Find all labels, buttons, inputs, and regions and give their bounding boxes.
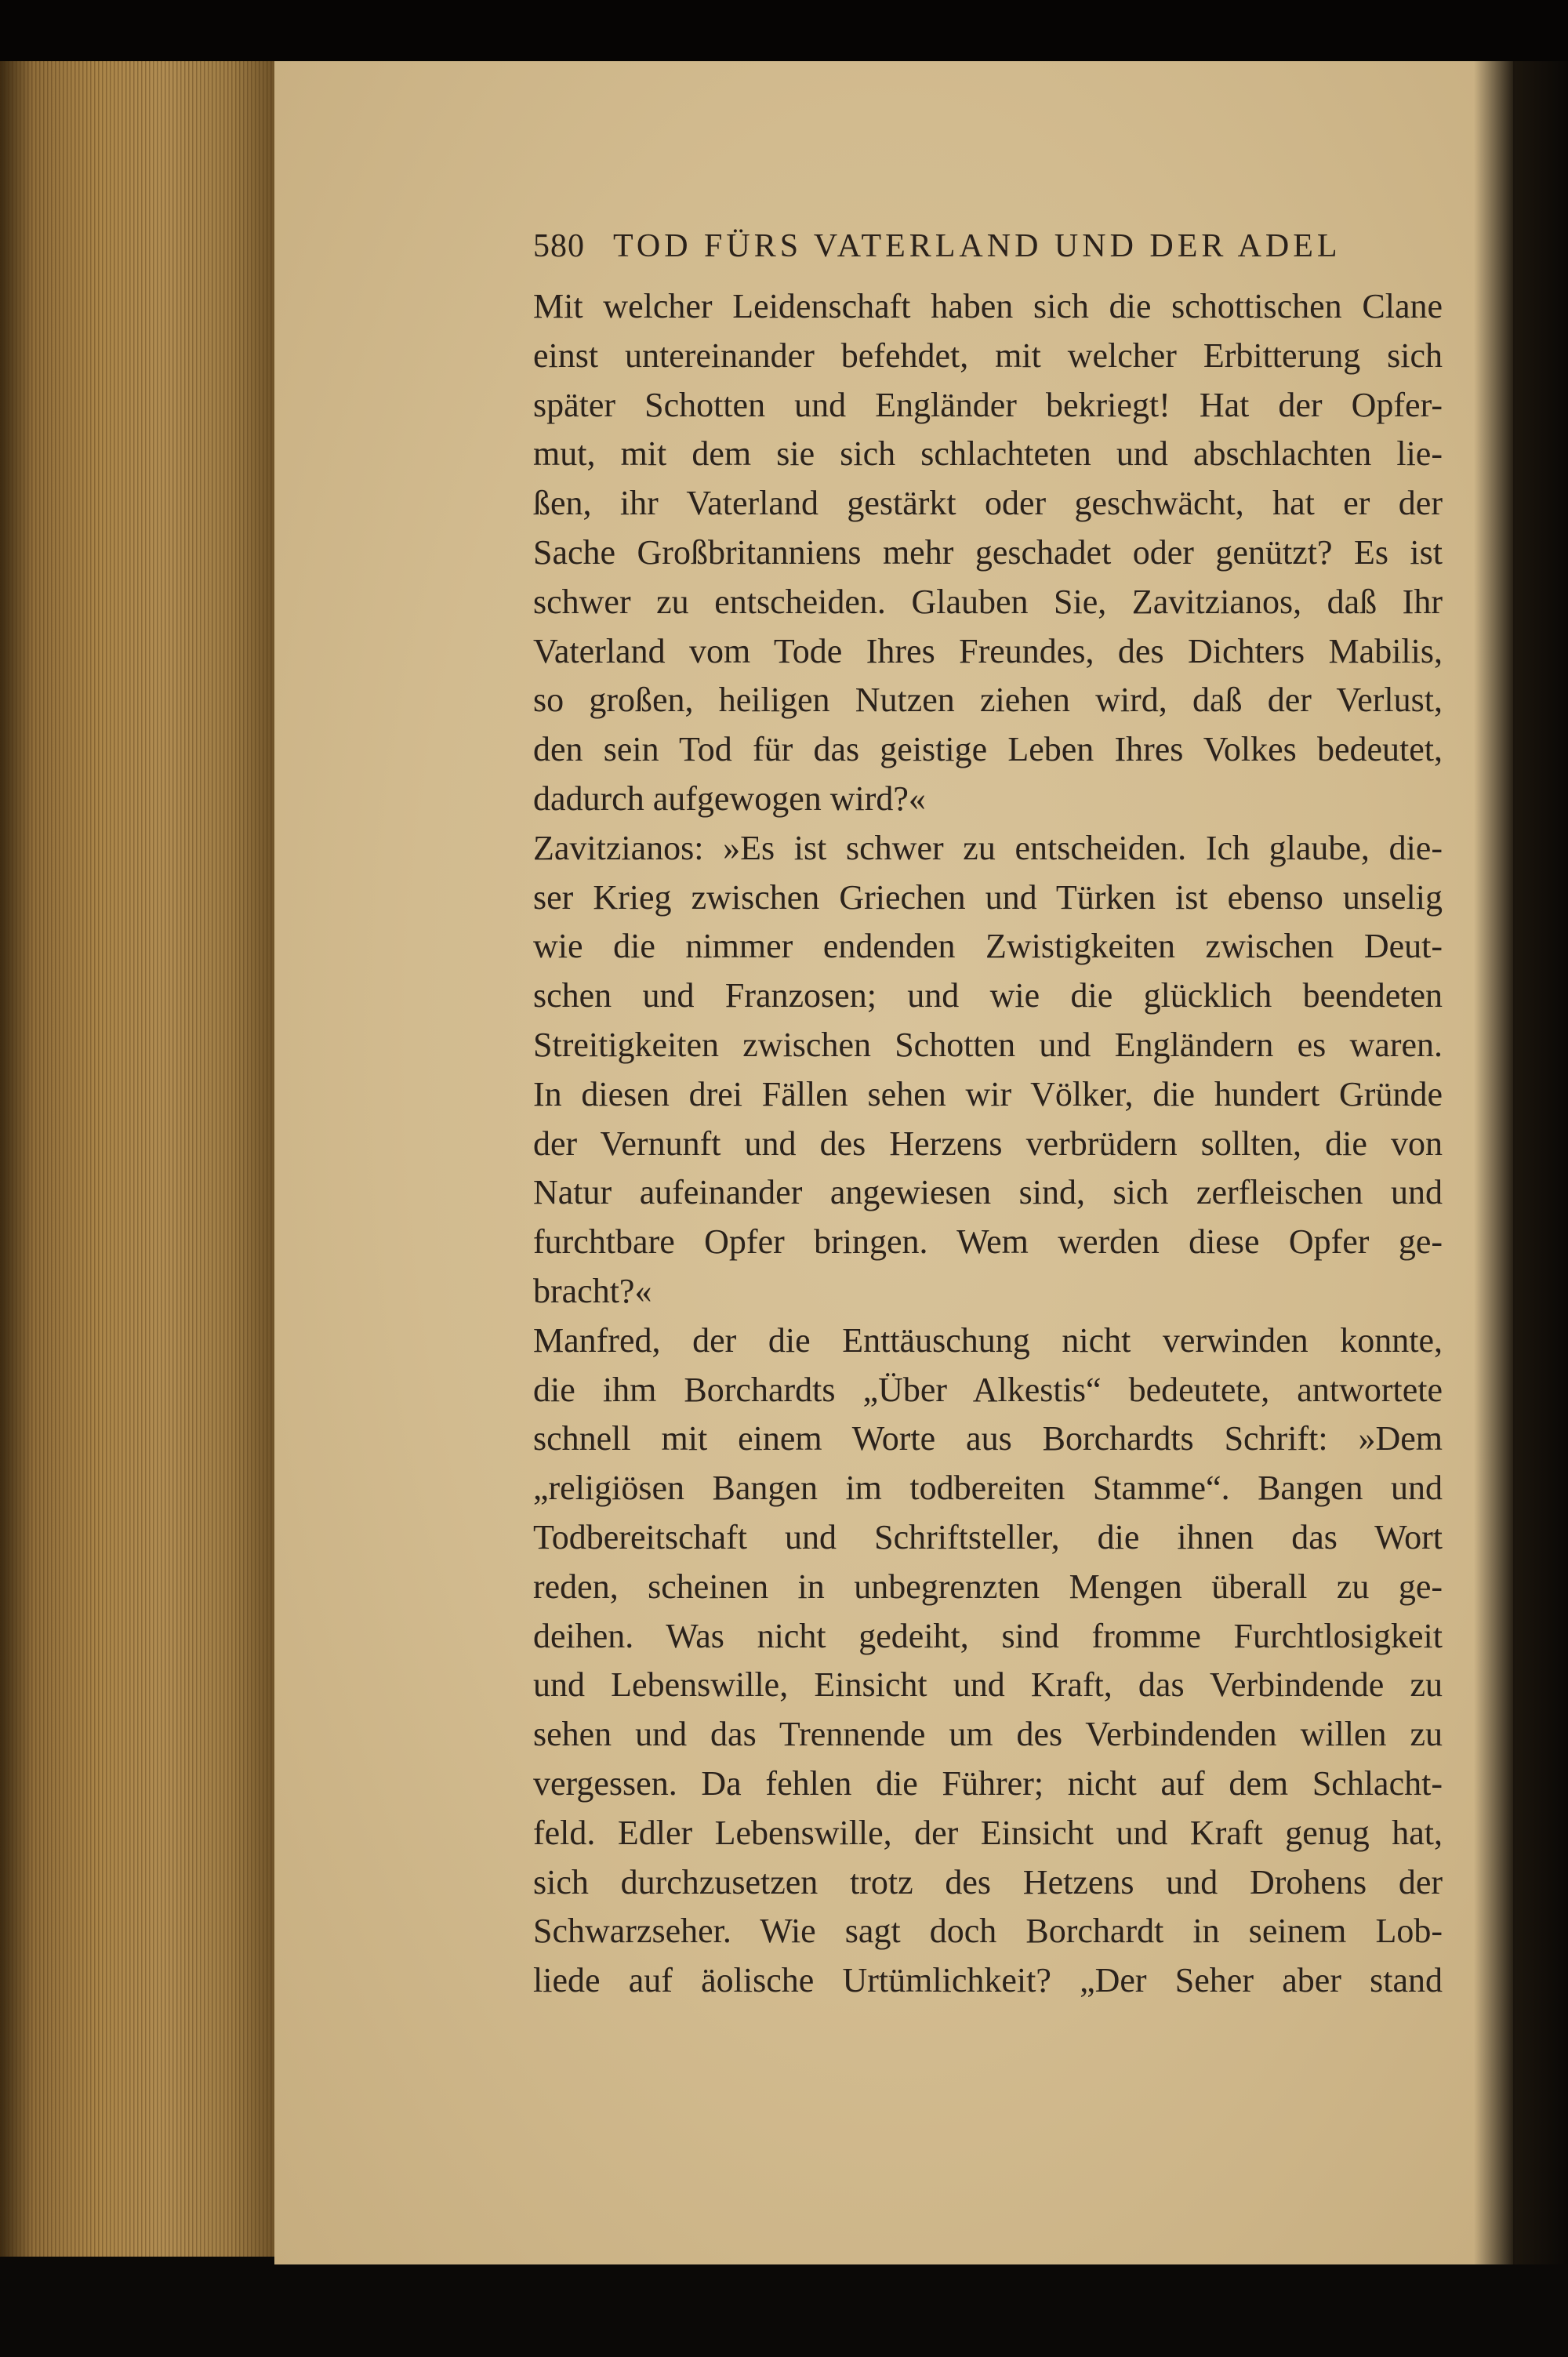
stacked-page-edges (0, 61, 274, 2257)
page-header (533, 227, 1443, 265)
text-line: schnell mit einem Worte aus Borchardts Schrift: »Dem (533, 1419, 1443, 1458)
text-line: dadurch aufgewogen wird?« (533, 779, 926, 818)
text-line: Zavitzianos: »Es ist schwer zu entscheiden. Ich glaube, die- (533, 828, 1443, 867)
text-line: so großen, heiligen Nutzen ziehen wird, daß der Verlust, (533, 681, 1443, 720)
text-line: die ihm Borchardts „Über Alkestis“ bedeutete, antwortete (533, 1370, 1443, 1409)
text-line: In diesen drei Fällen sehen wir Völker, die hundert Gründe (533, 1074, 1443, 1113)
text-line: wie die nimmer endenden Zwistigkeiten zwischen Deut- (533, 927, 1443, 966)
text-line: sehen und das Trennende um des Verbindenden willen zu (533, 1715, 1443, 1754)
page-number: 580 (533, 228, 585, 264)
dark-background-bottom (0, 2264, 1568, 2357)
text-line: Streitigkeiten zwischen Schotten und Engländern es waren. (533, 1025, 1443, 1064)
text-line: ser Krieg zwischen Griechen und Türken ist ebenso unselig (533, 877, 1443, 917)
text-line: Mit welcher Leidenschaft haben sich die schottischen Clane (533, 287, 1443, 325)
text-line: Natur aufeinander angewiesen sind, sich zerfleischen und (533, 1173, 1443, 1212)
text-line: den sein Tod für das geistige Leben Ihres Volkes bedeutet, (533, 730, 1443, 769)
text-line: schen und Franzosen; und wie die glücklich beendeten (533, 976, 1443, 1015)
gutter-shadow (1474, 61, 1568, 2357)
text-line: feld. Edler Lebenswille, der Einsicht und Kraft genug hat, (533, 1813, 1443, 1852)
text-line: und Lebenswille, Einsicht und Kraft, das Verbindende zu (533, 1665, 1443, 1705)
text-line: schwer zu entscheiden. Glauben Sie, Zavitzianos, daß Ihr (533, 582, 1443, 621)
text-line: Sache Großbritanniens mehr geschadet oder genützt? Es ist (533, 532, 1443, 572)
text-line: Vaterland vom Tode Ihres Freundes, des Dichters Mabilis, (533, 631, 1443, 670)
text-line: ßen, ihr Vaterland gestärkt oder geschwächt, hat er der (533, 484, 1443, 523)
text-line: reden, scheinen in unbegrenzten Mengen überall zu ge- (533, 1567, 1443, 1606)
text-line: mut, mit dem sie sich schlachteten und abschlachten lie- (533, 434, 1443, 474)
text-line: bracht?« (533, 1271, 652, 1310)
text-line: später Schotten und Engländer bekriegt! Hat der Opfer- (533, 385, 1443, 424)
text-line: vergessen. Da fehlen die Führer; nicht auf dem Schlacht- (533, 1763, 1443, 1803)
body-text (533, 282, 1443, 2006)
text-line: furchtbare Opfer bringen. Wem werden diese Opfer ge- (533, 1222, 1443, 1262)
text-line: sich durchzusetzen trotz des Hetzens und Drohens der (533, 1862, 1443, 1901)
text-line: „religiösen Bangen im todbereiten Stamme“. Bangen und (533, 1469, 1443, 1508)
text-line: der Vernunft und des Herzens verbrüdern sollten, die von (533, 1124, 1443, 1163)
text-line: Schwarzseher. Wie sagt doch Borchardt in seinem Lob- (533, 1912, 1443, 1951)
running-head: TOD FÜRS VATERLAND UND DER ADEL (613, 228, 1341, 264)
text-line: Manfred, der die Enttäuschung nicht verwinden konnte, (533, 1320, 1443, 1360)
text-line: deihen. Was nicht gedeiht, sind fromme Furchtlosigkeit (533, 1616, 1443, 1655)
dark-background-top (0, 0, 1568, 61)
text-line: liede auf äolische Urtümlichkeit? „Der Seher aber stand (533, 1961, 1443, 2000)
text-line: einst untereinander befehdet, mit welcher Erbitterung sich (533, 336, 1443, 375)
text-line: Todbereitschaft und Schriftsteller, die ihnen das Wort (533, 1517, 1443, 1556)
